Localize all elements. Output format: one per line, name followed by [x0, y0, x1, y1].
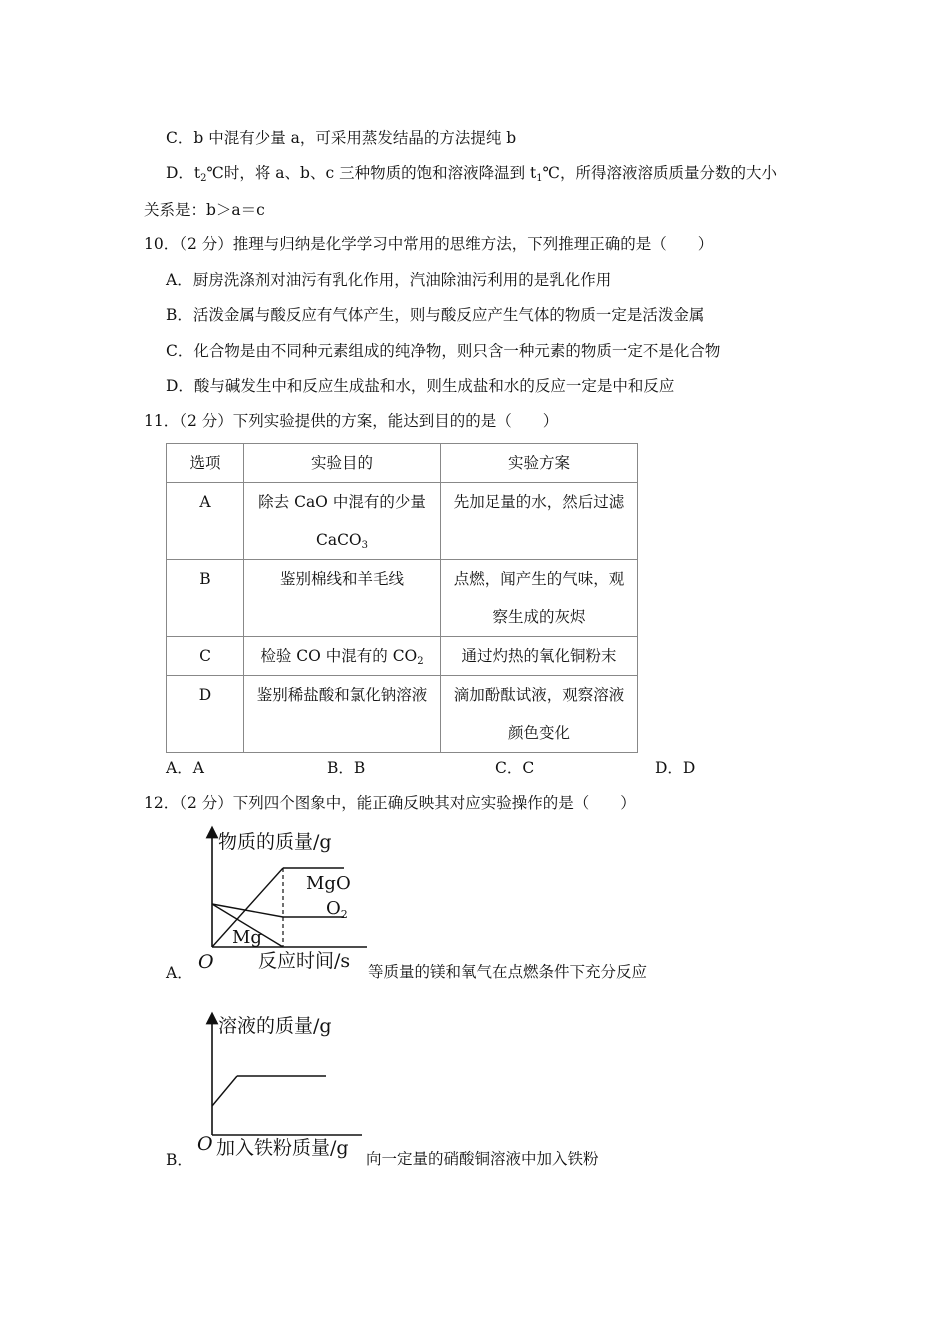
table-row [167, 676, 638, 753]
table-cell-plan: 先加足量的水，然后过滤 [441, 483, 638, 560]
y-axis-label: 溶液的质量/g [218, 1015, 332, 1037]
table-row [167, 483, 638, 560]
table-header-cell: 实验目的 [244, 444, 441, 483]
q11-choice-a: A．A [166, 759, 204, 777]
q11-choice-b: B．B [327, 759, 366, 777]
table-cell-purpose: 检验 CO 中混有的 $CO_2$ [244, 637, 441, 676]
q10-option-a: A．厨房洗涤剂对油污有乳化作用，汽油除油污利用的是乳化作用 [166, 271, 612, 289]
table-header-row [167, 444, 638, 483]
graph-b-x-axis-label: 加入铁粉质量/g [216, 1137, 349, 1159]
table-cell-purpose: 除去 CaO 中混有的少量 CaCO$_3$ [244, 483, 441, 560]
q10-option-d: D．酸与碱发生中和反应生成盐和水，则生成盐和水的反应一定是中和反应 [166, 377, 675, 395]
table-cell-purpose: 鉴别棉线和羊毛线 [244, 560, 441, 637]
table-cell-option: D [167, 676, 244, 753]
table-cell-option: B [167, 560, 244, 637]
graph-b-origin-label: O [197, 1133, 213, 1155]
q11-options-table [166, 443, 638, 753]
table-row [167, 637, 638, 676]
q12-option-b-label: B． [166, 1151, 193, 1169]
q10-option-b: B．活泼金属与酸反应有气体产生，则与酸反应产生气体的物质一定是活泼金属 [166, 306, 705, 324]
q10-option-c: C．化合物是由不同种元素组成的纯净物，则只含一种元素的物质一定不是化合物 [166, 342, 721, 360]
table-cell-option: C [167, 637, 244, 676]
q12-option-a-label: A． [166, 964, 193, 982]
series-label-o2: $O_2$ [326, 898, 348, 921]
series-label-mg: Mg [232, 927, 262, 948]
q9-option-d: D．$t_2℃$时，将 a、b、c 三种物质的饱和溶液降温到 $t_1℃$，所得溶液溶质质量分数的大小 [166, 164, 777, 184]
graph-a-x-axis-label: 反应时间/s [258, 950, 351, 972]
origin-label: O [198, 951, 214, 973]
q12-option-a-text: 等质量的镁和氧气在点燃条件下充分反应 [368, 963, 648, 981]
q11-stem: 11．（2 分）下列实验提供的方案，能达到目的的是（ ） [144, 412, 559, 430]
q11-choice-d: D．D [655, 759, 696, 777]
table-header-cell: 实验方案 [441, 444, 638, 483]
q9-option-c: C．b 中混有少量 a，可采用蒸发结晶的方法提纯 b [166, 129, 517, 147]
table-cell-plan: 滴加酚酞试液，观察溶液 颜色变化 [441, 676, 638, 753]
q9-option-d-line2: 关系是：b＞a＝c [144, 201, 265, 219]
table-row [167, 560, 638, 637]
q11-choice-c: C．C [495, 759, 535, 777]
q12-option-b-text: 向一定量的硝酸铜溶液中加入铁粉 [366, 1150, 599, 1168]
table-cell-plan: 点燃，闻产生的气味，观 察生成的灰烬 [441, 560, 638, 637]
q12-stem: 12．（2 分）下列四个图象中，能正确反映其对应实验操作的是（ ） [144, 794, 636, 812]
series-solution-rise [212, 1076, 237, 1106]
table-cell-option: A [167, 483, 244, 560]
q10-stem: 10．（2 分）推理与归纳是化学学习中常用的思维方法，下列推理正确的是（ ） [144, 235, 714, 253]
y-axis-label: 物质的质量/g [218, 831, 332, 853]
graph-b [192, 1010, 368, 1138]
table-cell-plan: 通过灼热的氧化铜粉末 [441, 637, 638, 676]
table-cell-purpose: 鉴别稀盐酸和氯化钠溶液 [244, 676, 441, 753]
series-label-mgo: MgO [306, 873, 351, 894]
table-header-cell: 选项 [167, 444, 244, 483]
